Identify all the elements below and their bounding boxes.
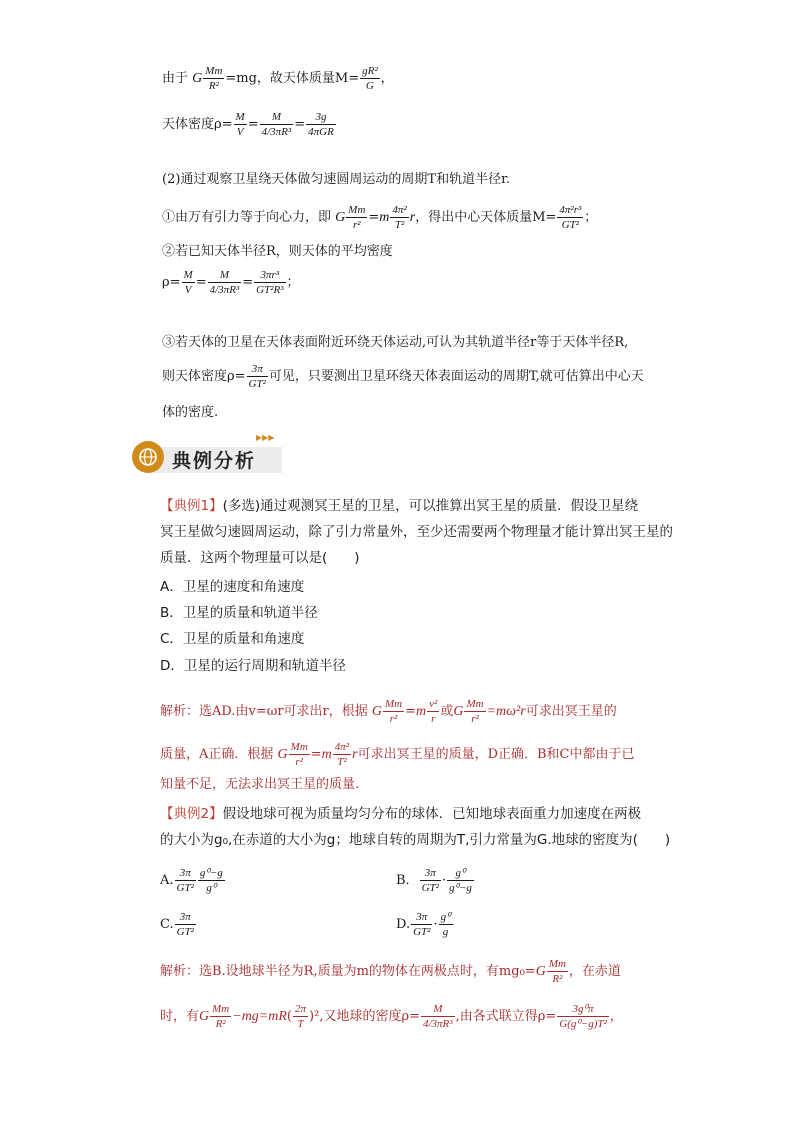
denominator: V [236, 126, 244, 138]
text: ,又地球的密度ρ= [319, 1009, 420, 1024]
triangle-arrows-icon: ▶▶▶ [256, 433, 275, 442]
text: ①由万有引力等于向心力，即 [162, 210, 332, 225]
paragraph-2-title: (2)通过观察卫星绕天体做匀速圆周运动的周期T和轨道半径r. [162, 172, 511, 187]
option-c: C．卫星的质量和角速度 [160, 631, 305, 647]
numerator: 3π [411, 910, 432, 925]
text: A. [160, 873, 174, 888]
text: ，得出中心天体质量M= [415, 210, 557, 225]
example-2-line-2: 的大小为g₀,在赤道的大小为g；地球自转的周期为T,引力常量为G.地球的密度为( ) [160, 832, 671, 848]
denominator: T² [337, 756, 347, 768]
text: 解析：选B.设地球半径为R,质量为m的物体在两极点时，有mg₀= [160, 964, 536, 979]
numerator: 3g [306, 110, 336, 125]
text: ， [609, 1009, 623, 1024]
denominator: r² [295, 756, 303, 768]
text: ， [380, 71, 394, 86]
numerator: 3π [175, 866, 196, 881]
numerator: Mm [548, 958, 566, 970]
text: =mg，故天体质量M= [225, 71, 360, 86]
denominator: R² [552, 973, 563, 985]
text: 天体密度ρ= [162, 117, 233, 132]
circled-1-line: ①由万有引力等于向心力，即 G $\frac{Mm}{\text{r²}}$ =m $\frac{\text{4π²}}{\text{T²}}$ r，得出中心天体质量M= $\frac{\text{4π²r³}}{\text{GT²}}$ ； [162, 204, 598, 231]
average-density-formula: ρ= $\frac{M}{V}$ = $\frac{M}{\text{4/3πR³}}$ = $\frac{\text{3πr³}}{\text{GT²R³}}$ ； [162, 269, 300, 296]
example-2-option-b: B． $\frac{3\pi}{\text{GT²}}$ · $\frac{\text{g⁰}}{\text{g⁰−g}}$ [396, 867, 472, 894]
denominator: GT² [421, 882, 439, 894]
text: ，在赤道 [568, 964, 621, 979]
example-2-option-a [160, 866, 226, 895]
numerator: M [235, 111, 245, 123]
text: (多选)通过观测冥王星的卫星，可以推算出冥王星的质量．假设卫星绕 [222, 498, 639, 514]
numerator: M [183, 269, 193, 281]
text: B． [396, 873, 419, 888]
option-a: A．卫星的速度和角速度 [160, 579, 305, 595]
denominator: 4πGR [308, 126, 334, 138]
text: 或 [440, 704, 454, 719]
denominator: R² [208, 80, 219, 92]
numerator: Mm [348, 204, 366, 216]
solution-2-line-2: 时，有G $\frac{Mm}{\text{R²}}$ −mg=mR( $\frac{2\pi}{T}$ )²,又地球的密度ρ= $\frac{M}{\text{4/3πR³}}$ ,由各式联立得ρ= $\frac{\text{3g⁰π}}{\text{G(g⁰−g)T²}}$ ， [160, 1003, 623, 1030]
denominator: g⁰−g [449, 882, 472, 894]
denominator: GT² [561, 219, 580, 231]
denominator: g [442, 926, 449, 938]
numerator: 3πr³ [254, 268, 285, 283]
text: 解析：选AD.由v=ωr可求出r，根据 [160, 704, 368, 719]
example-2-option-d: D. $\frac{3\pi}{\text{GT²}}$ · $\frac{\text{g⁰}}{g}$ [396, 911, 451, 938]
example-tag: 【典例1】 [160, 498, 223, 514]
numerator: g⁰ [447, 866, 474, 881]
text: 时，有 [160, 1009, 200, 1024]
text: 可求出冥王星的 [525, 704, 617, 719]
numerator: M [421, 1002, 455, 1017]
numerator: 4π² [334, 741, 350, 753]
solution-1-line-3: 知量不足，无法求出冥王星的质量. [160, 777, 360, 792]
text: C. [160, 917, 174, 932]
numerator: 4π²r³ [559, 204, 582, 216]
numerator: 4π² [392, 204, 407, 216]
option-b: B．卫星的质量和轨道半径 [160, 605, 318, 621]
circled-3-line-2 [162, 362, 644, 391]
example-2-option-c [160, 910, 197, 939]
denominator: r² [389, 713, 398, 725]
numerator: 3g⁰π [557, 1002, 609, 1017]
numerator: 3π [420, 866, 441, 881]
denominator: G(g⁰−g)T² [559, 1018, 607, 1030]
denominator: g⁰ [206, 882, 217, 894]
example-1-line-2: 冥王星做匀速圆周运动，除了引力常量外，至少还需要两个物理量才能计算出冥王星的 [160, 524, 673, 540]
solution-1-line-2: 质量，A正确．根据 G $\frac{Mm}{\text{r²}}$ =m $\frac{\text{4π²}}{\text{T²}}$ r可求出冥王星的质量，D正确．B和C中都由于已 [160, 741, 635, 768]
numerator: g⁰−g [199, 867, 223, 879]
text: ρ= [162, 275, 181, 290]
solution-1-line-1: 解析：选AD.由v=ωr可求出r，根据 G $\frac{Mm}{\text{r²}}$ =m $\frac{\text{v²}}{r}$ 或G $\frac{Mm}{\text{r²}}$ =mω²r可求出冥王星的 [160, 698, 617, 725]
gravity-equation-line: 由于 G $\frac{Mm}{\text{R²}}$ =mg，故天体质量M= $\frac{\text{gR²}}{G}$ ， [162, 65, 394, 92]
numerator: Mm [212, 1003, 230, 1015]
text: 由于 [162, 71, 189, 86]
denominator: r² [353, 219, 361, 231]
numerator: Mm [466, 698, 484, 710]
denominator: GT² [176, 882, 194, 894]
text: ； [584, 210, 598, 225]
text: 质量，A正确．根据 [160, 747, 274, 762]
numerator: Mm [290, 741, 308, 753]
option-d: D．卫星的运行周期和轨道半径 [160, 658, 346, 674]
text: 假设地球可视为质量均匀分布的球体．已知地球表面重力加速度在两极 [222, 806, 642, 822]
numerator: 2π [295, 1003, 307, 1015]
numerator: 3π [247, 362, 268, 377]
denominator: GT² [176, 926, 194, 938]
numerator: Mm [385, 698, 403, 710]
text: 则天体密度ρ= [162, 369, 246, 384]
denominator: V [184, 284, 192, 296]
numerator: Mm [205, 65, 223, 77]
numerator: v² [429, 698, 438, 710]
denominator: GT²R³ [256, 284, 284, 296]
example-1-line-1 [160, 497, 638, 515]
circled-2-line: ②若已知天体半径R，则天体的平均密度 [162, 244, 393, 259]
denominator: T² [394, 219, 405, 231]
numerator: gR² [362, 65, 378, 77]
denominator: 4/3πR³ [422, 1018, 453, 1030]
denominator: G [365, 80, 374, 92]
section-title: 典例分析 [172, 450, 257, 472]
section-banner [132, 433, 282, 473]
example-2-line-1 [160, 805, 641, 823]
denominator: r [431, 713, 436, 725]
density-equation-line: 天体密度ρ= $\frac{M}{V}$ = $\frac{M}{\text{4/3πR³}}$ = $\frac{3g}{\text{4πGR}}$ [162, 111, 334, 138]
text: D. [396, 917, 411, 932]
example-1-line-3: 质量．这两个物理量可以是( ) [160, 550, 360, 566]
denominator: GT² [413, 926, 431, 938]
circled-3-line-3: 体的密度. [162, 405, 219, 420]
numerator: 3π [175, 910, 196, 925]
text: =mω²r [486, 704, 526, 719]
text: ； [286, 275, 300, 290]
denominator: 4/3πR³ [261, 126, 292, 138]
numerator: M [260, 110, 294, 125]
numerator: M [208, 268, 242, 283]
denominator: 4/3πR³ [209, 284, 240, 296]
numerator: g⁰ [440, 911, 451, 923]
denominator: r² [471, 713, 479, 725]
denominator: GT² [248, 378, 266, 390]
text: ,由各式联立得ρ= [455, 1009, 557, 1024]
text: 可见，只要测出卫星环绕天体表面运动的周期T,就可估算出中心天 [268, 369, 644, 384]
denominator: T [297, 1018, 304, 1030]
circled-3-line-1: ③若天体的卫星在天体表面附近环绕天体运动,可认为其轨道半径r等于天体半径R, [162, 335, 629, 350]
denominator: R² [215, 1018, 226, 1030]
solution-2-line-1: 解析：选B.设地球半径为R,质量为m的物体在两极点时，有mg₀=G $\frac{Mm}{\text{R²}}$ ，在赤道 [160, 958, 621, 985]
text: 可求出冥王星的质量，D正确．B和C中都由于已 [357, 747, 635, 762]
globe-icon [132, 441, 164, 473]
example-tag: 【典例2】 [160, 806, 223, 822]
